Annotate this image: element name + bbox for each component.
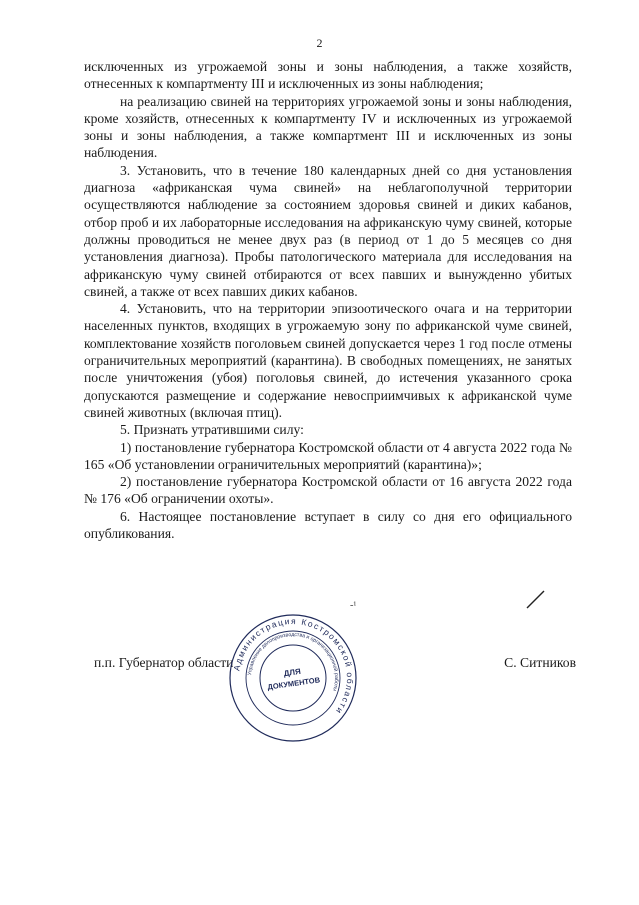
- stamp-outer-text: Администрация Костромской области: [231, 615, 356, 717]
- paragraph-item-4: 4. Установить, что на территории эпизоотического очага и на территории населенных пунктов, входящих в угрожаемую зону по африканской чуме свиней, комплектование хозяйств поголовьем свиней допускается через 1 год после отмены ограничительных мероприятий (карантина). В свободных помещениях, не занятых после уничтожения (убоя) поголовья свиней, до истечения указанного срока допускаются размещение и содержание невосприимчивых к африканской чуме свиней животных (включая птиц).: [84, 301, 572, 420]
- signature-stroke: [524, 588, 548, 610]
- page-number: 2: [316, 36, 323, 50]
- paragraph-item-5: 5. Признать утратившими силу:: [120, 422, 304, 438]
- signatory-position: п.п. Губернатор области: [94, 655, 234, 670]
- paragraph-item-3: 3. Установить, что в течение 180 календарных дней со дня установления диагноза «африканская чума свиней» на неблагополучной территории осуществляются наблюдение за состоянием здоровья свиней и диких кабанов, отбор проб и их лабораторные исследования на африканскую чуму свиней, которые должны проводиться не менее двух раз (в период от 1 до 5 месяцев со дня установления диагноза). Пробы патологического материала для исследования на африканскую чуму свиней отбираются от всех павших и вынужденно убитых свиней, а также от всех павших диких кабанов.: [84, 162, 572, 299]
- official-stamp-icon: [227, 612, 359, 744]
- stamp-center-line1: ДЛЯ: [283, 666, 302, 679]
- paragraph-continuation: исключенных из угрожаемой зоны и зоны наблюдения, а также хозяйств, отнесенных к компартменту III и исключенных из зоны наблюдения;: [84, 59, 572, 92]
- paragraph-item-6: 6. Настоящее постановление вступает в силу со дня его официального опубликования.: [84, 508, 572, 542]
- paragraph-sale-restriction: на реализацию свиней на территориях угрожаемой зоны и зоны наблюдения, кроме хозяйств, отнесенных к компартменту IV и исключенных из угрожаемой зоны и зоны наблюдения, а также компартмент III и исключенных из зоны наблюдения.: [84, 93, 572, 161]
- signatory-name: С. Ситников: [504, 655, 576, 670]
- stray-mark: -¹: [350, 600, 357, 611]
- paragraph-item-5-2: 2) постановление губернатора Костромской области от 16 августа 2022 года № 176 «Об ограничении охоты».: [84, 474, 572, 507]
- stamp-center-line2: ДОКУМЕНТОВ: [266, 675, 321, 692]
- document-body: [84, 58, 572, 542]
- paragraph-item-5-1: 1) постановление губернатора Костромской области от 4 августа 2022 года № 165 «Об установлении ограничительных мероприятий (карантина)»;: [84, 439, 572, 472]
- stamp-inner-text: Управление делопроизводства и организационной работы: [247, 631, 340, 692]
